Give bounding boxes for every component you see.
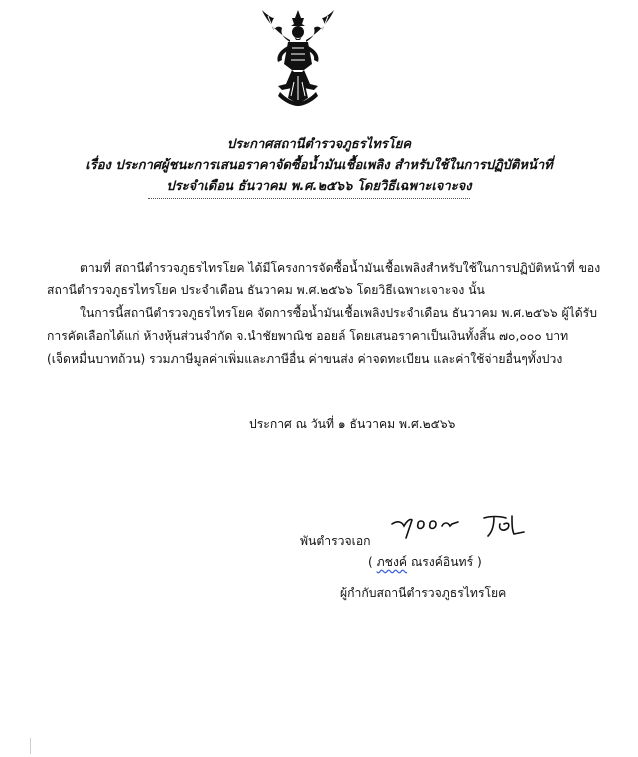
paragraph2-line2: การคัดเลือกได้แก่ ห้างหุ้นส่วนจำกัด จ.นำชัยพาณิช ออยล์ โดยเสนอราคาเป็นเงินทั้งสิ้น ๗๐,๐๐๐ บาท — [47, 329, 569, 343]
signer-name-open: ( — [368, 555, 373, 569]
announce-date: ประกาศ ณ วันที่ ๑ ธันวาคม พ.ศ.๒๕๖๖ — [249, 417, 456, 431]
paragraph2-line1: ในการนี้สถานีตำรวจภูธรไทรโยค จัดการซื้อน้ำมันเชื้อเพลิงประจำเดือน ธันวาคม พ.ศ.๒๕๖๖ ผู้ได้รับ — [80, 306, 597, 320]
paragraph1-line2: สถานีตำรวจภูธรไทรโยค ประจำเดือน ธันวาคม พ.ศ.๒๕๖๖ โดยวิธีเฉพาะเจาะจง นั้น — [47, 283, 485, 297]
signer-name — [368, 553, 482, 572]
signer-last-name: ณรงค์อินทร์ ) — [410, 555, 482, 569]
signer-rank: พันตำรวจเอก — [300, 534, 371, 548]
announcement-title: ประกาศสถานีตำรวจภูธรไทรโยค — [226, 137, 412, 152]
signer-position: ผู้กำกับสถานีตำรวจภูธรไทรโยค — [340, 586, 507, 600]
announcement-period: ประจำเดือน ธันวาคม พ.ศ.๒๕๖๖ โดยวิธีเฉพาะเจาะจง — [166, 179, 472, 194]
signer-first-name: ภชงค์ — [376, 555, 408, 569]
handwritten-signature — [388, 512, 528, 540]
announcement-subject: เรื่อง ประกาศผู้ชนะการเสนอราคาจัดซื้อน้ำมันเชื้อเพลิง สำหรับใช้ในการปฏิบัติหน้าที่ — [85, 158, 553, 173]
paragraph1-line1: ตามที่ สถานีตำรวจภูธรไทรโยค ได้มีโครงการจัดซื้อน้ำมันเชื้อเพลิงสำหรับใช้ในการปฏิบัติหน้าที่ ของ — [80, 261, 601, 275]
page-margin-mark — [30, 738, 31, 754]
garuda-emblem-icon — [258, 6, 338, 106]
dotted-divider — [148, 198, 470, 199]
paragraph2-line3: (เจ็ดหมื่นบาทถ้วน) รวมภาษีมูลค่าเพิ่มและภาษีอื่น ค่าขนส่ง ค่าจดทะเบียน และค่าใช้จ่ายอื่นๆทั้งปวง — [47, 352, 563, 366]
